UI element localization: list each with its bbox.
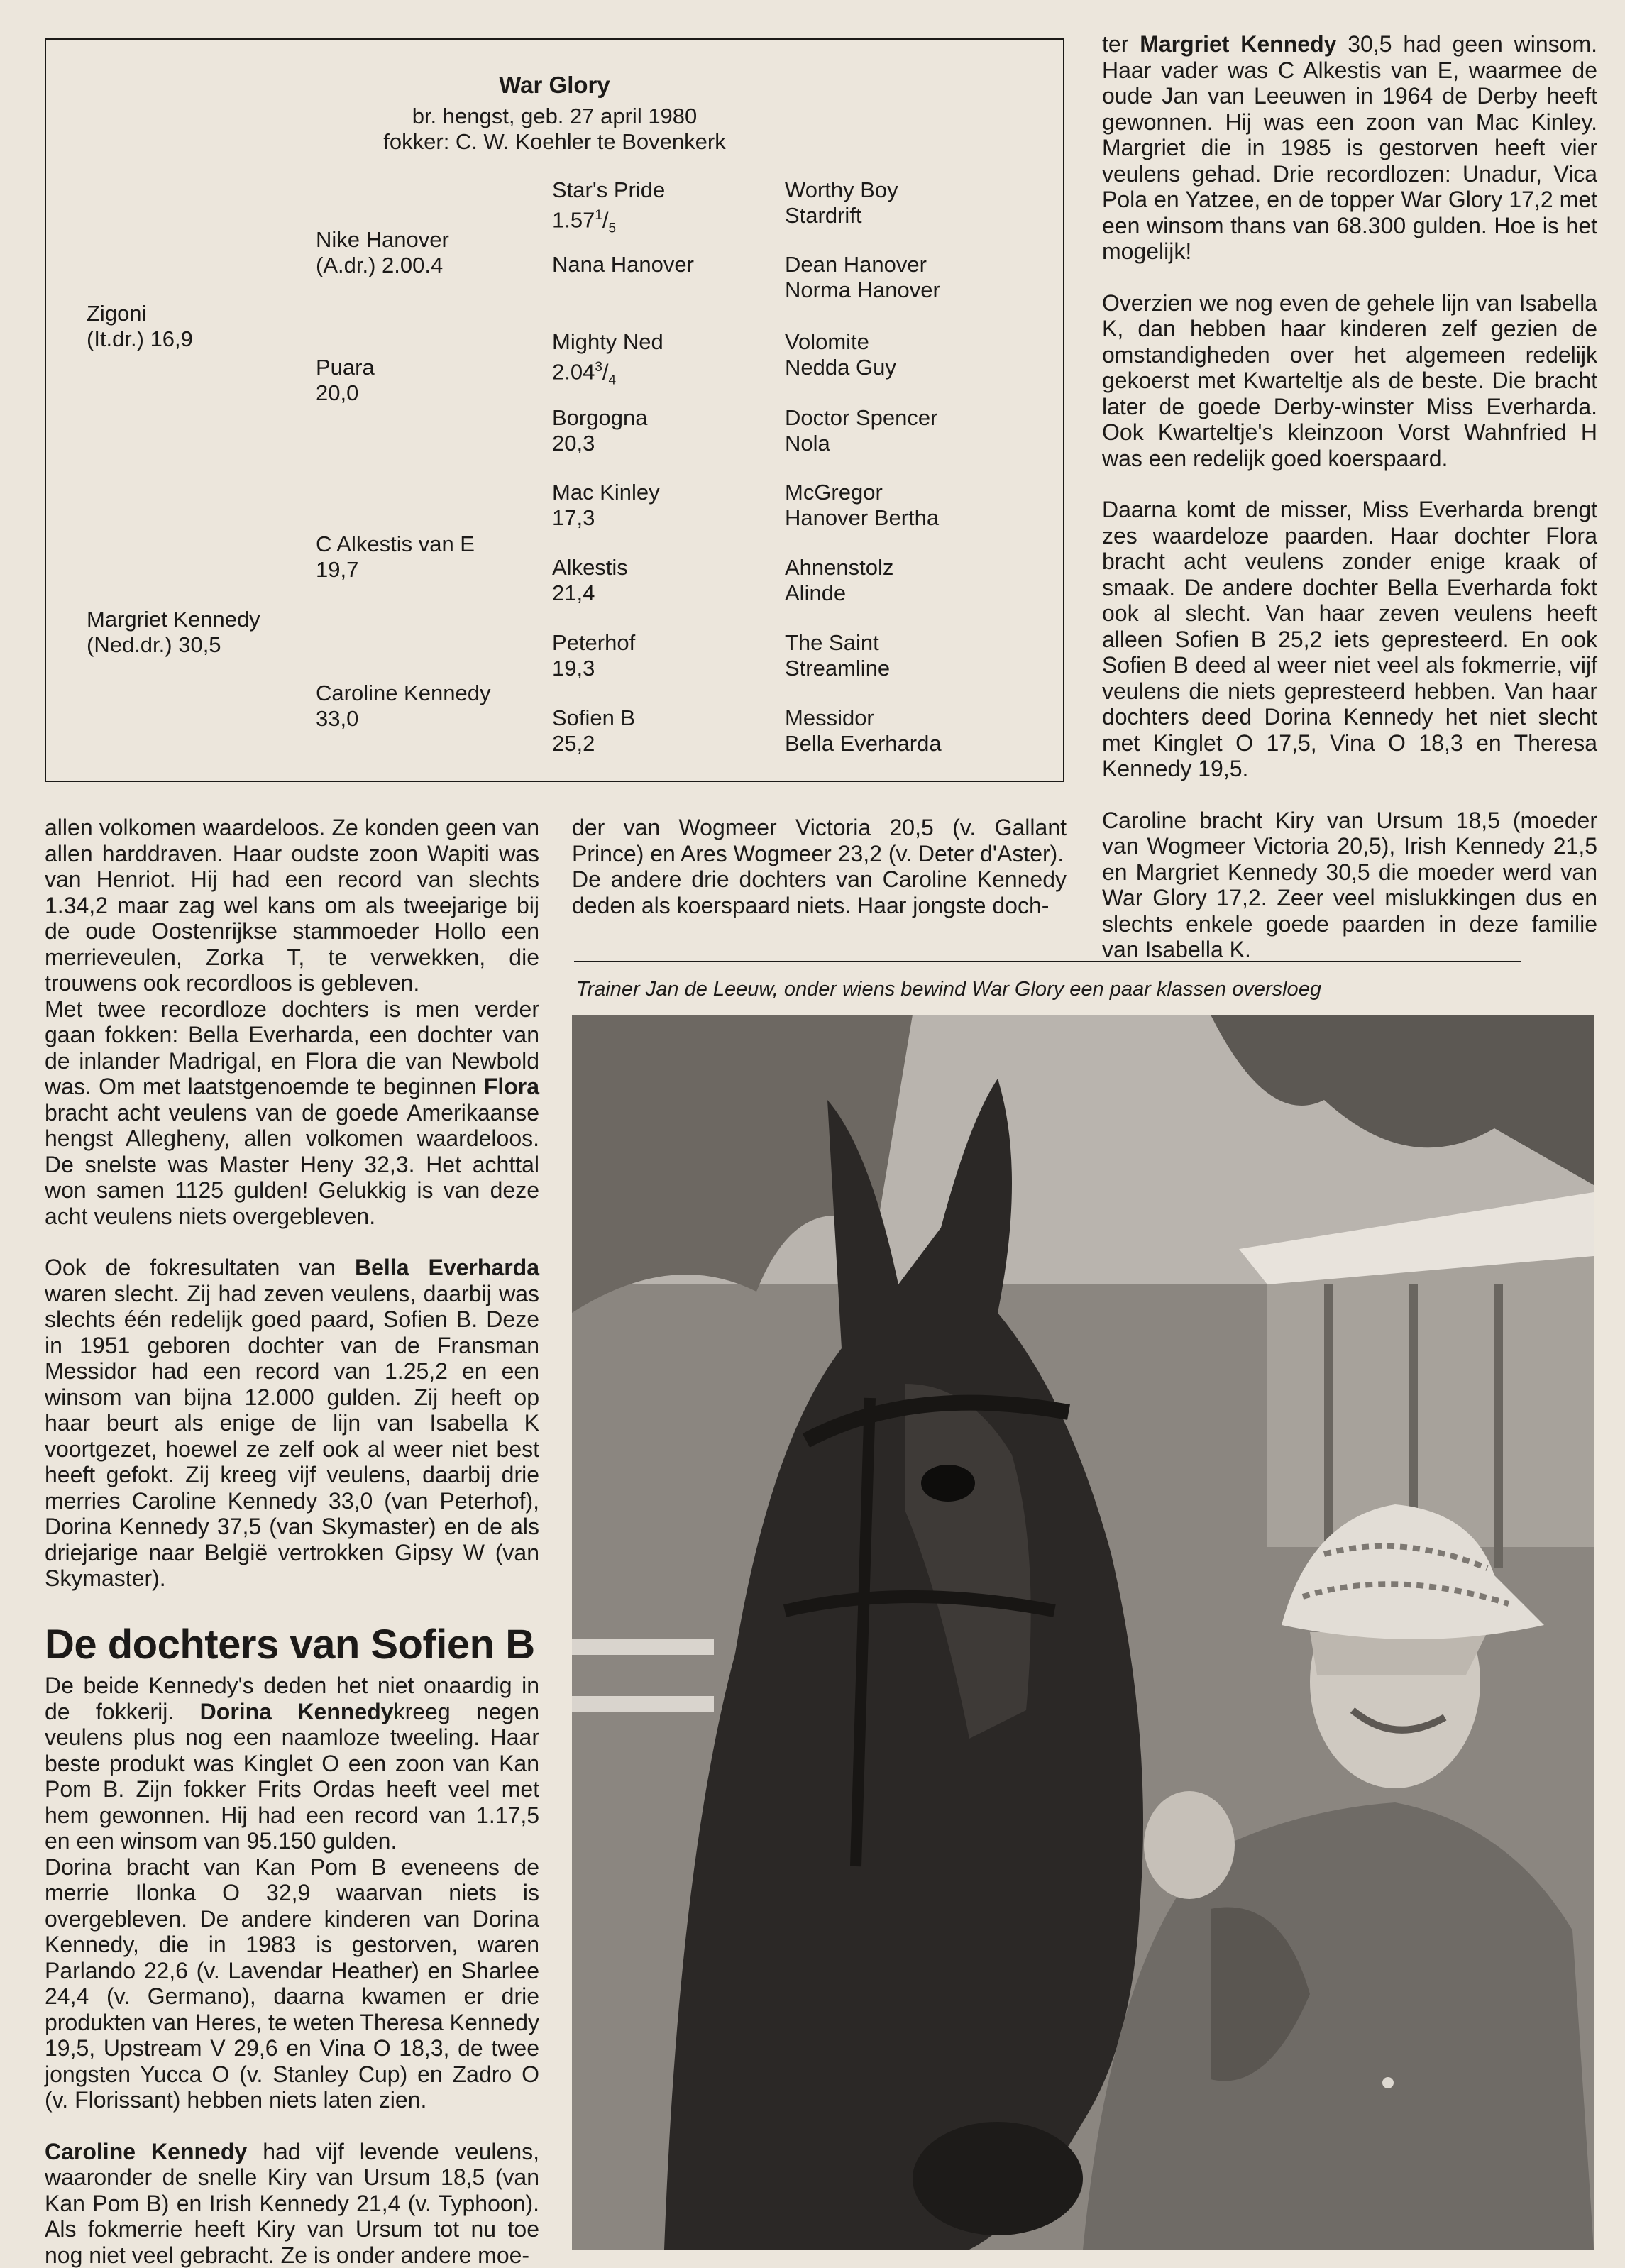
pedigree-horse-name: Mighty Ned: [552, 329, 663, 355]
pedigree-gen3-entry: [552, 405, 647, 456]
pedigree-title: War Glory: [46, 72, 1063, 98]
photo-caption: Trainer Jan de Leeuw, onder wiens bewind War Glory een paar klassen oversloeg: [576, 977, 1321, 1001]
paragraph: De beide Kennedy's deden het niet onaardig in de fokkerij. Dorina Kennedykreeg negen veulens plus nog een naamloze tweeling. Haar beste produkt was Kinglet O een zoon van Kan Pom B. Zijn fokker Frits Ordas heeft veel met hem gewonnen. Hij had een record van 1.17,5 en een winsom van 95.150 gulden.: [45, 1673, 539, 1854]
pedigree-gen4-pair: [785, 705, 942, 756]
pedigree-horse-name: Alkestis: [552, 555, 628, 580]
pedigree-horse-name: Worthy Boy: [785, 177, 898, 203]
pedigree-gen3-entry: [552, 480, 660, 531]
section-heading: De dochters van Sofien B: [45, 1622, 535, 1668]
pedigree-horse-name: Peterhof: [552, 630, 635, 656]
pedigree-horse-name: Norma Hanover: [785, 277, 940, 303]
pedigree-horse-name: Bella Everharda: [785, 731, 942, 756]
pedigree-dam-name: Margriet Kennedy: [87, 607, 260, 632]
paragraph: ter Margriet Kennedy 30,5 had geen winsom. Haar vader was C Alkestis van E, waarmee de oude Jan van Leeuwen in 1964 de Derby heeft gewonnen. Hij was een zoon van Mac Kinley. Margriet die in 1985 is gestorven heeft vier veulens gehad. Drie recordlozen: Unadur, Vica Pola en Yatzee, en de topper War Glory 17,2 met een winsom thans van 68.300 gulden. Hoe is het mogelijk!: [1102, 31, 1597, 265]
paragraph: Caroline Kennedy had vijf levende veulens, waaronder de snelle Kiry van Ursum 18,5 (van Kan Pom B) en Irish Kennedy 21,4 (v. Typhoon). Als fokmerrie heeft Kiry van Ursum tot nu toe nog niet veel gebracht. Ze is onder andere moe-: [45, 2139, 539, 2268]
pedigree-gen3-entry: [552, 329, 663, 394]
pedigree-gen2-entry: [316, 227, 449, 278]
pedigree-horse-name: Dean Hanover: [785, 252, 940, 277]
pedigree-horse-name: Sofien B: [552, 705, 635, 731]
pedigree-gen2-entry: [316, 681, 490, 732]
middle-column: [572, 815, 1067, 918]
pedigree-horse-name: Ahnenstolz: [785, 555, 893, 580]
pedigree-horse-name: Nedda Guy: [785, 355, 896, 380]
pedigree-horse-name: Stardrift: [785, 203, 898, 229]
caption-divider: [574, 961, 1521, 962]
pedigree-horse-name: Mac Kinley: [552, 480, 660, 505]
pedigree-horse-name: Streamline: [785, 656, 890, 681]
pedigree-gen4-pair: [785, 405, 937, 456]
pedigree-horse-record: 33,0: [316, 706, 490, 732]
paragraph: Met twee recordloze dochters is men verder gaan fokken: Bella Everharda, een dochter van de inlander Madrigal, en Flora die van Newbold was. Om met laatstgenoemde te beginnen Flora bracht acht veulens van de goede Amerikaanse hengst Allegheny, allen volkomen waardeloos. De snelste was Master Heny 32,3. Het achttal won samen 1125 gulden! Gelukkig is van deze acht veulens niets overgebleven.: [45, 996, 539, 1230]
pedigree-gen4-pair: [785, 329, 896, 380]
pedigree-gen3-entry: [552, 630, 635, 681]
pedigree-dam-record: (Ned.dr.) 30,5: [87, 632, 260, 658]
pedigree-sire-record: (It.dr.) 16,9: [87, 326, 193, 352]
pedigree-sire-name: Zigoni: [87, 301, 193, 326]
paragraph: Caroline bracht Kiry van Ursum 18,5 (moeder van Wogmeer Victoria 20,5), Irish Kennedy 21,5 en Margriet Kennedy 30,5 die moeder werd van War Glory 17,2. Zeer veel mislukkingen dus en slechts enkele goede paarden in deze familie van Isabella K.: [1102, 808, 1597, 963]
pedigree-horse-record: 20,3: [552, 431, 647, 456]
paragraph: De andere drie dochters van Caroline Kennedy deden als koerspaard niets. Haar jongste doch-: [572, 866, 1067, 918]
pedigree-gen4-pair: [785, 630, 890, 681]
pedigree-horse-name: Nana Hanover: [552, 252, 694, 277]
paragraph: der van Wogmeer Victoria 20,5 (v. Gallant Prince) en Ares Wogmeer 23,2 (v. Deter d'Aster).: [572, 815, 1067, 866]
pedigree-horse-record: 19,3: [552, 656, 635, 681]
pedigree-horse-name: Puara: [316, 355, 375, 380]
pedigree-horse-record: $2.04^3/_4$: [552, 355, 663, 394]
pedigree-gen3-entry: [552, 555, 628, 606]
pedigree-dam: [87, 607, 260, 658]
pedigree-horse-name: Caroline Kennedy: [316, 681, 490, 706]
pedigree-horse-name: Star's Pride: [552, 177, 665, 203]
paragraph: allen volkomen waardeloos. Ze konden geen van allen harddraven. Haar oudste zoon Wapiti was van Henriot. Hij had een record van slechts 1.34,2 maar zag wel kans om als tweejarige bij de oude Oostenrijkse stammoeder Hollo een merrieveulen, Zorka T, te verwekken, die trouwens ook recordloos is gebleven.: [45, 815, 539, 996]
pedigree-gen3-entry: [552, 177, 665, 242]
paragraph: Overzien we nog even de gehele lijn van Isabella K, dan hebben haar kinderen zelf gezien de omstandigheden over het algemeen redelijk gekoerst met Kwarteltje als de beste. Die bracht later de goede Derby-winster Miss Everharda. Ook Kwarteltje's kleinzoon Vorst Wahnfried H was een redelijk goed koerspaard.: [1102, 290, 1597, 472]
pedigree-gen2-entry: [316, 532, 475, 583]
pedigree-horse-name: Messidor: [785, 705, 942, 731]
photo-illustration: [572, 1015, 1594, 2250]
pedigree-horse-name: McGregor: [785, 480, 939, 505]
paragraph: Dorina bracht van Kan Pom B eveneens de merrie Ilonka O 32,9 waarvan niets is overgebleven. De andere kinderen van Dorina Kennedy, die in 1983 is gestorven, waren Parlando 22,6 (v. Lavendar Heather) en Sharlee 24,4 (v. Germano), daarna kwamen er drie produkten van Heres, te weten Theresa Kennedy 19,5, Upstream V 29,6 en Vina O 18,3, de twee jongsten Yucca O (v. Stanley Cup) en Zadro O (v. Florissant) hebben niets laten zien.: [45, 1854, 539, 2113]
pedigree-horse-record: 17,3: [552, 505, 660, 531]
pedigree-horse-name: C Alkestis van E: [316, 532, 475, 557]
pedigree-gen3-entry: [552, 252, 694, 277]
paragraph: Ook de fokresultaten van Bella Everharda waren slecht. Zij had zeven veulens, daarbij was slechts één redelijk goed paard, Sofien B. Deze in 1951 geboren dochter van de Fransman Messidor had een record van 1.25,2 en een winsom van bijna 12.000 gulden. Zij heeft op haar beurt als enige de lijn van Isabella K voortgezet, hoewel ze zelf ook al weer niet best heeft gefokt. Zij kreeg vijf veulens, daarbij drie merries Caroline Kennedy 33,0 (van Peterhof), Dorina Kennedy 37,5 (van Skymaster) en de als driejarige naar België vertrokken Gipsy W (van Skymaster).: [45, 1255, 539, 1592]
pedigree-table: [45, 38, 1064, 782]
pedigree-horse-record: 25,2: [552, 731, 635, 756]
pedigree-gen3-entry: [552, 705, 635, 756]
pedigree-horse-record: 19,7: [316, 557, 475, 583]
right-column: [1102, 31, 1597, 963]
trainer-with-horse-photo: [572, 1015, 1594, 2250]
pedigree-horse-record: (A.dr.) 2.00.4: [316, 253, 449, 278]
pedigree-horse-record: 20,0: [316, 380, 375, 406]
left-column-lower: [45, 1673, 539, 2268]
pedigree-breeder: fokker: C. W. Koehler te Bovenkerk: [46, 129, 1063, 155]
pedigree-gen2-entry: [316, 355, 375, 406]
pedigree-sire: [87, 301, 193, 352]
pedigree-horse-name: Doctor Spencer: [785, 405, 937, 431]
pedigree-horse-name: Alinde: [785, 580, 893, 606]
pedigree-horse-record: 21,4: [552, 580, 628, 606]
pedigree-horse-name: Hanover Bertha: [785, 505, 939, 531]
pedigree-horse-name: Nola: [785, 431, 937, 456]
pedigree-horse-name: The Saint: [785, 630, 890, 656]
pedigree-horse-record: $1.57^1/_5$: [552, 203, 665, 242]
pedigree-horse-name: Borgogna: [552, 405, 647, 431]
pedigree-gen4-pair: [785, 555, 893, 606]
pedigree-gen4-pair: [785, 480, 939, 531]
pedigree-gen4-pair: [785, 252, 940, 303]
paragraph: Daarna komt de misser, Miss Everharda brengt zes waardeloze paarden. Haar dochter Flora bracht acht veulens zonder enige kraak of smaak. De andere dochter Bella Everharda fokt ook al slecht. Van haar zeven veulens heeft alleen Sofien B 25,2 iets gepresteerd. En ook Sofien B deed al weer niet veel als fokmerrie, vijf veulens die niets gepresteerd hebben. Van haar dochters deed Dorina Kennedy het niet slecht met Kinglet O 17,5, Vina O 18,3 en Theresa Kennedy 19,5.: [1102, 497, 1597, 782]
left-column-upper: [45, 815, 539, 1592]
pedigree-gen4-pair: [785, 177, 898, 229]
pedigree-horse-name: Nike Hanover: [316, 227, 449, 253]
pedigree-subtitle: br. hengst, geb. 27 april 1980: [46, 104, 1063, 129]
pedigree-horse-name: Volomite: [785, 329, 896, 355]
